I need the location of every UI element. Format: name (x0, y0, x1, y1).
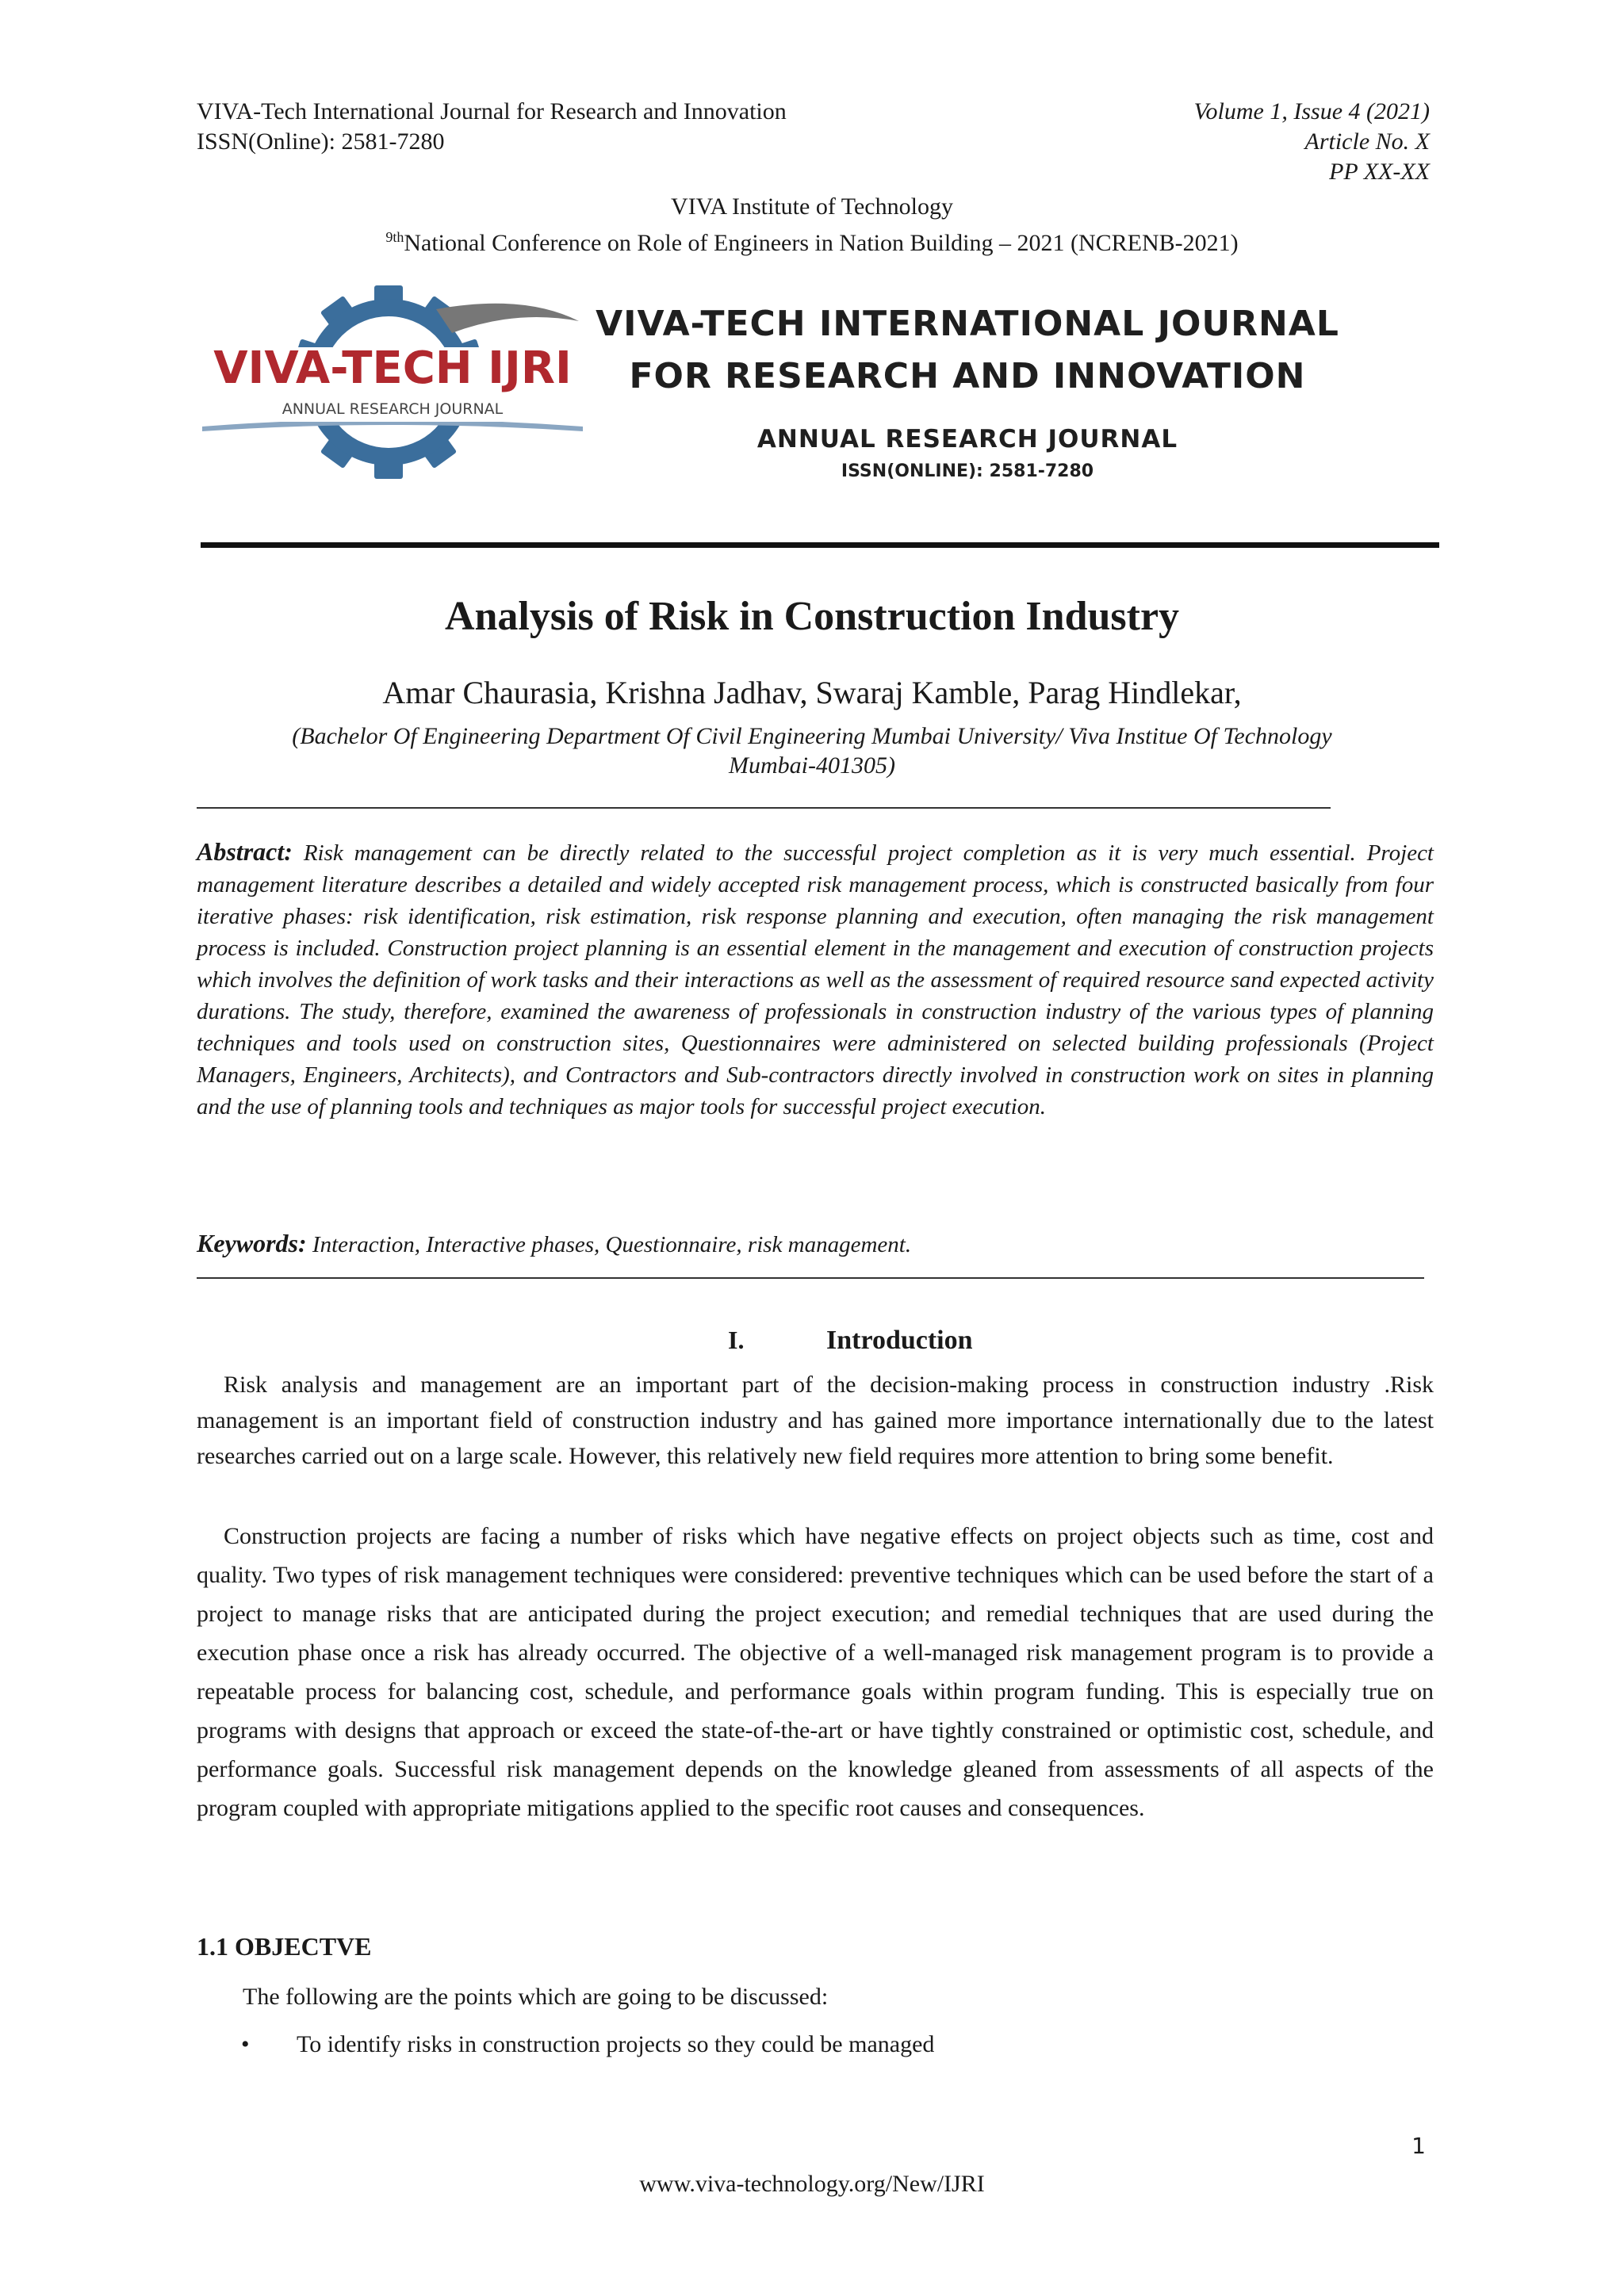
abstract-text: Risk management can be directly related to the successful project completion as it is very much essential. Project management literature describes a detailed and widely accepted risk management process, which is constructed basically from four iterative phases: risk identification, risk estimation, risk response planning and execution, often managing the risk management process is included. Construction project planning is an essential element in the management and execution of construction projects which involves the definition of work tasks and their interactions as well as the assessment of required resource sand expected activity durations. The study, therefore, examined the awareness of professionals in construction industry of the various types of planning techniques and tools used on construction sites, Questionnaires were administered on selected building professionals (Project Managers, Engineers, Architects), and Contractors and Sub-contractors directly involved in construction work on sites in planning and the use of planning tools and techniques as major tools for successful project execution. (197, 840, 1434, 1119)
paper-affiliation-line2: Mumbai-401305) (729, 752, 895, 779)
intro-paragraph-1: Risk analysis and management are an important part of the decision-making process in construction industry .Risk management is an important field of construction industry and has gained more importance internationally due to the latest researches carried out on a large scale. However, this relatively new field requires more attention to bring some benefit. (197, 1372, 1434, 1469)
conference-number: 9 (385, 229, 393, 245)
paper-affiliation-line1: (Bachelor Of Engineering Department Of Civil Engineering Mumbai University/ Viva Institue Of Technology (292, 723, 1332, 749)
header-issn: ISSN(Online): 2581-7280 (197, 128, 445, 155)
keywords (197, 1227, 1434, 1261)
objective-lead: The following are the points which are going to be discussed: (243, 1984, 829, 2010)
header-pages: PP XX-XX (1329, 159, 1430, 185)
banner-title-line2: FOR RESEARCH AND INNOVATION (629, 356, 1306, 396)
page-number: 1 (1411, 2133, 1426, 2159)
footer-url[interactable]: www.viva-technology.org/New/IJRI (639, 2171, 985, 2197)
header-institute: VIVA Institute of Technology (671, 193, 953, 220)
intro-number: I. (728, 1326, 745, 1354)
objective-heading: 1.1 OBJECTVE (197, 1932, 372, 1961)
conference-ordinal: th (393, 229, 404, 245)
paper-authors: Amar Chaurasia, Krishna Jadhav, Swaraj Kamble, Parag Hindlekar, (382, 675, 1242, 710)
banner-subtitle: ANNUAL RESEARCH JOURNAL (756, 425, 1178, 453)
objective-bullet: To identify risks in construction projects so they could be managed (297, 2031, 935, 2057)
paper-title: Analysis of Risk in Construction Industry (444, 594, 1180, 639)
keywords-label: Keywords: (197, 1229, 307, 1257)
intro-paragraph-2: Construction projects are facing a number of risks which have negative effects on project objects such as time, cost and quality. Two types of risk management techniques were considered: preventive techniques which can be used before the start of a project to manage risks that are anticipated during the project execution; and remedial techniques that are used during the execution phase once a risk has already occurred. The objective of a well-managed risk management program is to provide a repeatable process for balancing cost, schedule, and performance goals within program funding. This is especially true on programs with designs that approach or exceed the state-of-the-art or have tightly constrained or optimistic cost, schedule, and performance goals. Successful risk management depends on the knowledge gleaned from assessments of all aspects of the program coupled with appropriate mitigations applied to the specific root causes and consequences. (197, 1523, 1434, 1821)
banner-title-line1: VIVA-TECH INTERNATIONAL JOURNAL (596, 304, 1339, 344)
keywords-text: Interaction, Interactive phases, Questionnaire, risk management. (312, 1232, 912, 1257)
logo-text: VIVA-TECH IJRI (213, 342, 572, 394)
abstract-label: Abstract: (197, 837, 293, 866)
banner-issn: ISSN(ONLINE): 2581-7280 (841, 461, 1094, 481)
bullet-icon: • (241, 2031, 250, 2057)
abstract (197, 836, 1434, 1123)
conference-title: National Conference on Role of Engineers in Nation Building – 2021 (NCRENB-2021) (404, 230, 1239, 256)
keywords-divider (197, 1277, 1424, 1279)
header-article: Article No. X (1304, 128, 1430, 155)
header-journal: VIVA-Tech International Journal for Research and Innovation (197, 98, 787, 124)
header-volume: Volume 1, Issue 4 (2021) (1193, 98, 1430, 124)
header-conference (0, 222, 1624, 258)
logo-subtext: ANNUAL RESEARCH JOURNAL (282, 400, 504, 418)
affiliation-divider (197, 807, 1331, 809)
banner-divider (201, 542, 1439, 548)
intro-heading: Introduction (826, 1326, 973, 1355)
